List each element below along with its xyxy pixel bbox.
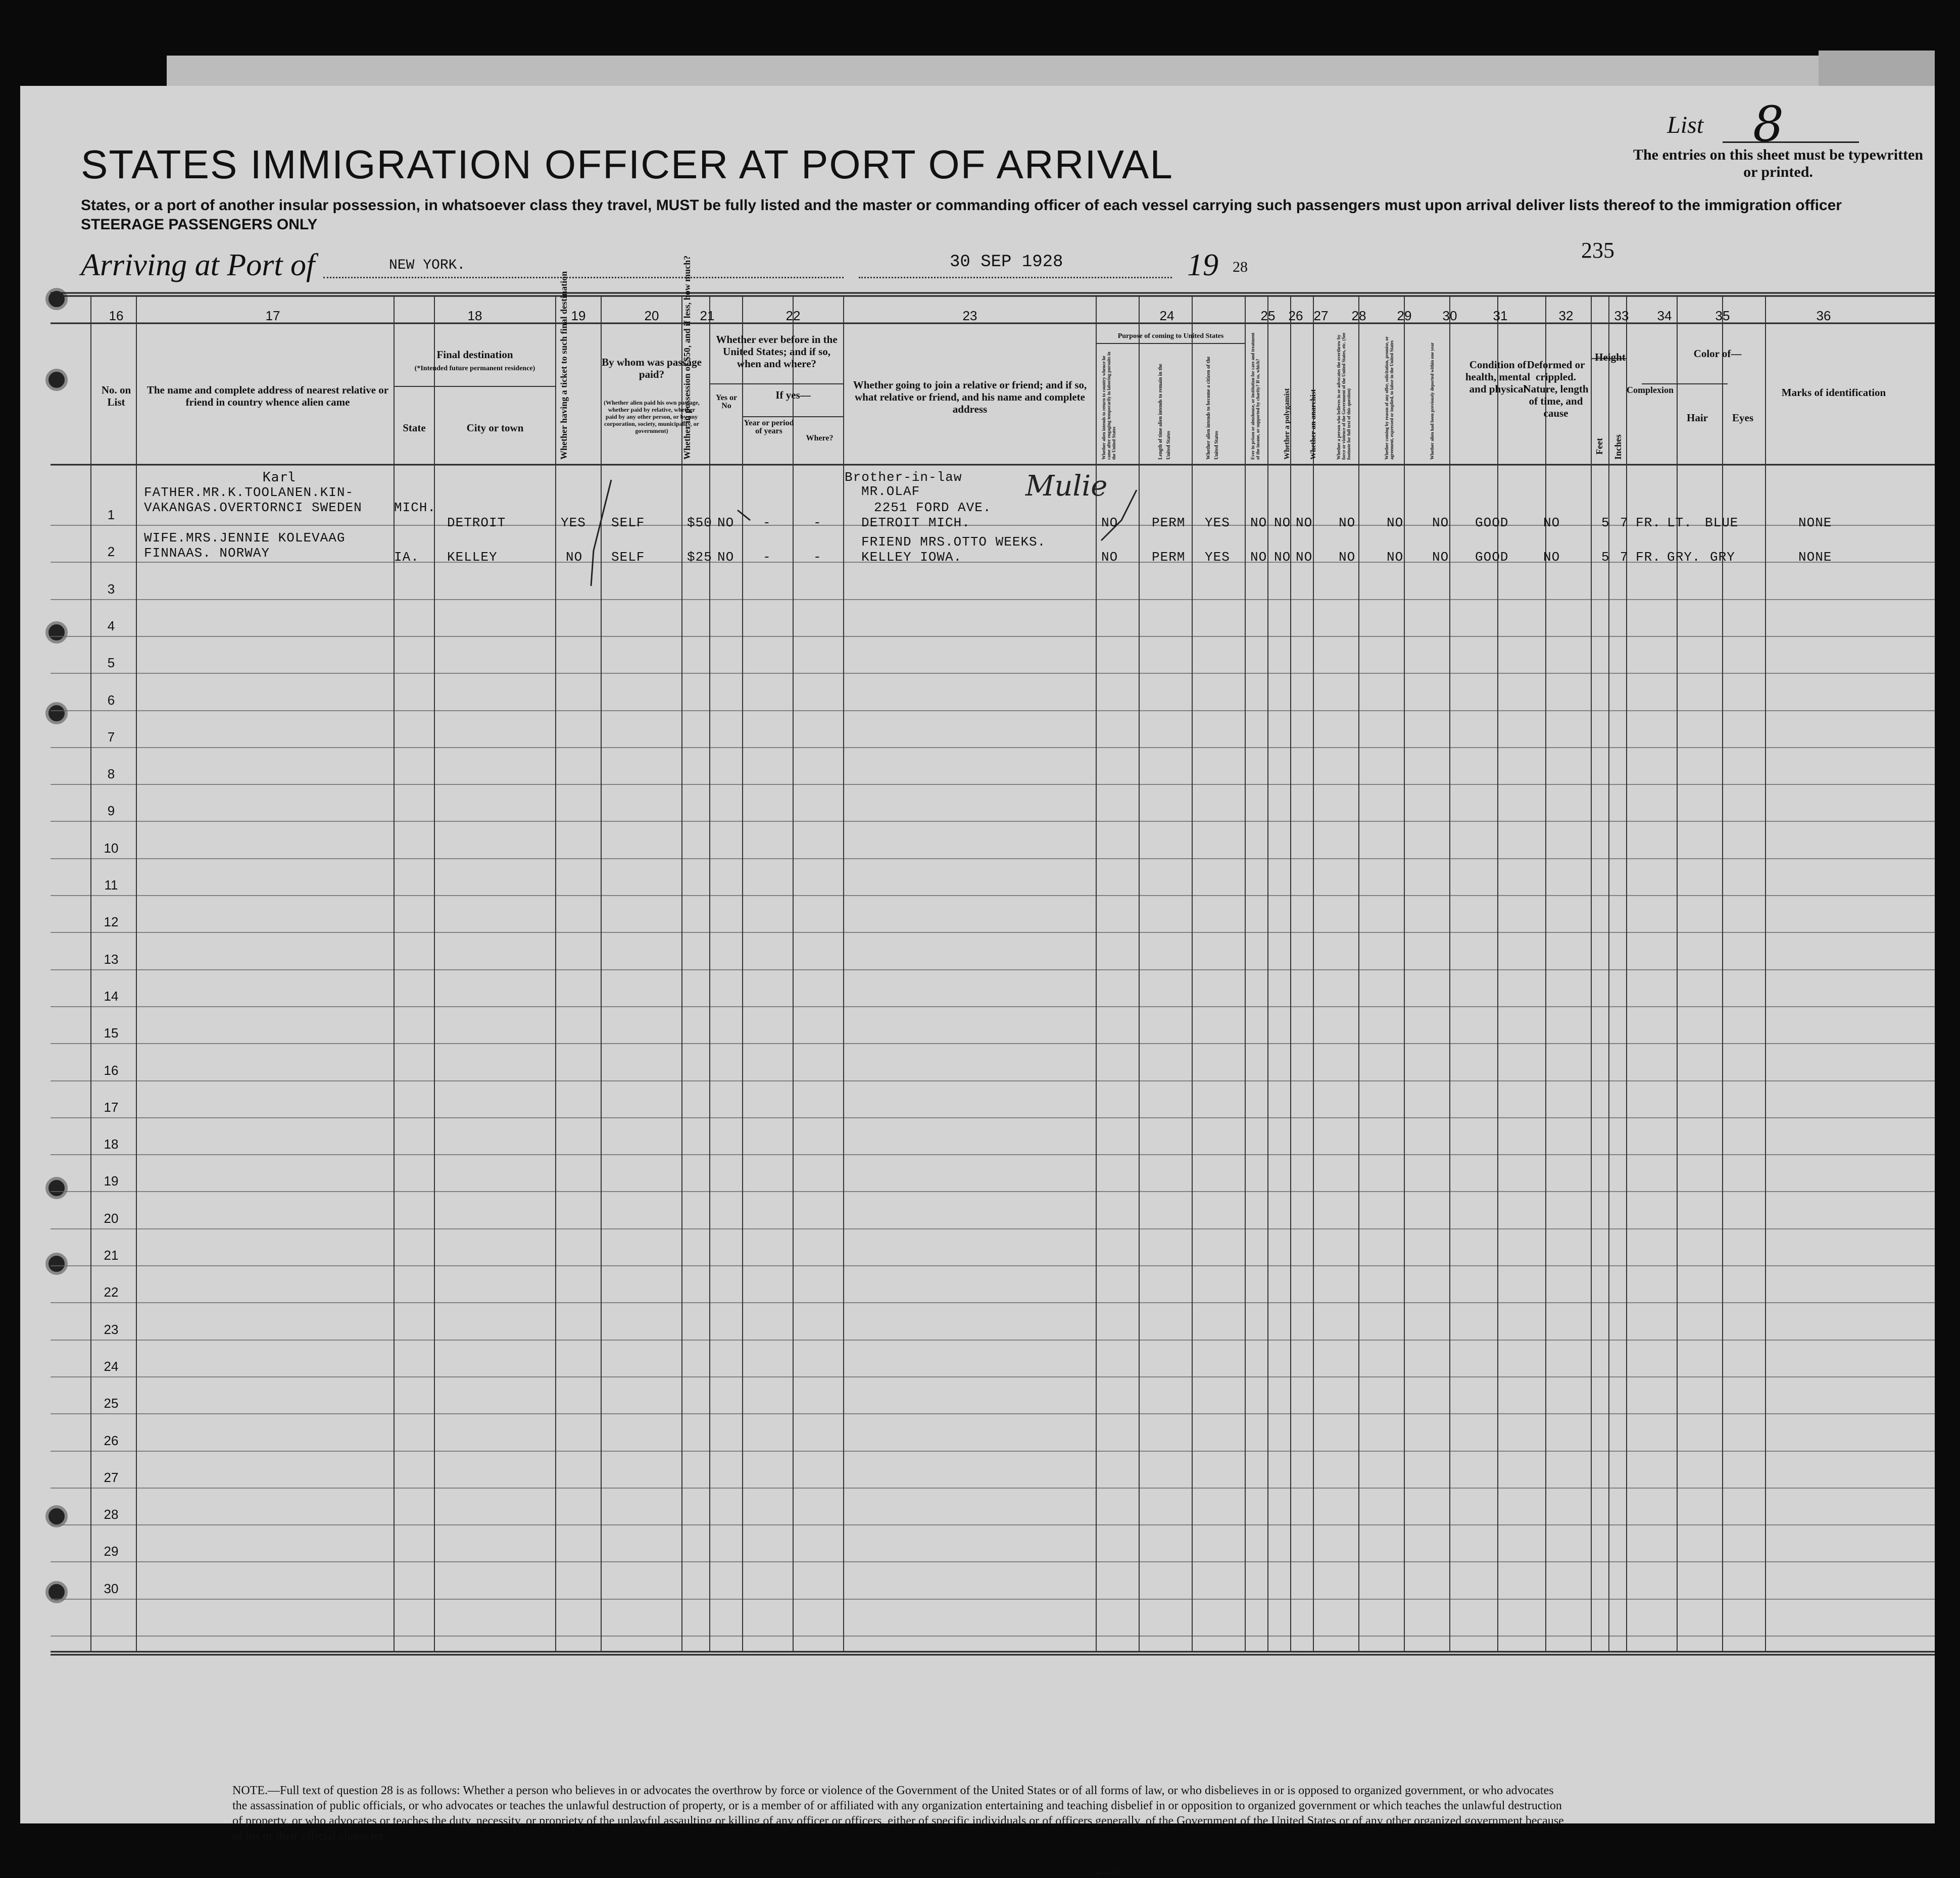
header-marks: Marks of identification xyxy=(1781,386,1886,399)
row2-length: PERM xyxy=(1152,550,1186,565)
row1-anarchist: NO xyxy=(1296,515,1313,530)
handwritten-checkmarks xyxy=(20,86,1935,591)
row1-money: $50 xyxy=(687,515,712,530)
header-height: Height xyxy=(1595,351,1626,363)
row-number: 29 xyxy=(104,1544,119,1559)
header-eyes: Eyes xyxy=(1732,412,1753,424)
row2-hair: GRY. xyxy=(1667,550,1701,565)
row2-ticket: NO xyxy=(566,550,583,565)
header-purpose-return: Whether alien intends to return to country whence he came after engaging temporarily in laboring pursuits in the United States xyxy=(1101,352,1116,460)
row-number: 23 xyxy=(104,1322,119,1337)
header-prison: Ever in prison or almshouse, or institution for care and treatment of the insane, or supported by charity? If so, which? xyxy=(1250,332,1260,460)
header-ticket: Whether having a ticket to such final destination xyxy=(559,271,569,460)
header-purpose-length: Length of time alien intends to remain in the United States xyxy=(1158,364,1171,460)
row1-q29: NO xyxy=(1387,515,1404,530)
row-number: 15 xyxy=(104,1025,119,1041)
row2-city: KELLEY xyxy=(447,550,498,565)
header-relative-home: The name and complete address of nearest relative or friend in country whence alien came xyxy=(146,384,389,408)
row1-deformed: NO xyxy=(1543,515,1560,530)
row2-health: GOOD xyxy=(1475,550,1509,565)
row2-join-line1: FRIEND MRS.OTTO WEEKS. xyxy=(861,534,1046,550)
header-inches: Inches xyxy=(1613,434,1623,460)
column-number: 17 xyxy=(265,308,280,323)
row1-return-temp: NO xyxy=(1101,515,1118,530)
header-year-period: Year or period of years xyxy=(744,419,794,435)
row2-join-line2: KELLEY IOWA. xyxy=(861,550,962,565)
column-number: 30 xyxy=(1442,308,1457,323)
header-question-28: Whether a person who believes in or advocates the overthrow by force or violence of the Government of the United States, etc. (See footnote for full text of this question) xyxy=(1336,332,1351,460)
row2-relative-line2: FINNAAS. NORWAY xyxy=(144,546,270,561)
header-complexion: Complexion xyxy=(1627,385,1674,395)
row-number: 25 xyxy=(104,1396,119,1411)
row1-join-line1: MR.OLAF xyxy=(861,484,920,499)
manifest-sheet xyxy=(20,86,1935,1877)
column-number: 24 xyxy=(1159,308,1174,323)
page-title: STATES IMMIGRATION OFFICER AT PORT OF ARRIVAL xyxy=(81,142,1173,187)
row1-ticket: YES xyxy=(561,515,586,530)
row2-polygamist: NO xyxy=(1274,550,1291,565)
header-city: City or town xyxy=(466,422,524,434)
row1-eyes: BLUE xyxy=(1705,515,1739,530)
row-number: 12 xyxy=(104,914,119,929)
row-number: 3 xyxy=(107,581,115,597)
column-number: 35 xyxy=(1715,308,1730,323)
header-passage-paid: By whom was passage paid? xyxy=(602,356,702,380)
column-number: 34 xyxy=(1657,308,1672,323)
row2-anarchist: NO xyxy=(1296,550,1313,565)
header-money: Whether in possession of $50, and if less, how much? xyxy=(682,255,692,460)
column-number: 33 xyxy=(1614,308,1629,323)
row-number: 5 xyxy=(107,655,115,670)
header-if-yes: If yes— xyxy=(775,389,811,401)
row1-prison: NO xyxy=(1250,515,1267,530)
row2-relative-line1: WIFE.MRS.JENNIE KOLEVAAG xyxy=(144,530,346,546)
header-purpose: Purpose of coming to United States xyxy=(1117,332,1224,340)
row-number: 13 xyxy=(104,952,119,967)
row1-health: GOOD xyxy=(1475,515,1509,530)
header-join-relative: Whether going to join a relative or friend; and if so, what relative or friend, and his name and complete address xyxy=(853,379,1087,415)
row-number: 8 xyxy=(107,766,115,781)
header-state: State xyxy=(403,422,426,434)
row-number: 19 xyxy=(104,1173,119,1189)
year-suffix: 28 xyxy=(1233,259,1248,275)
column-number: 21 xyxy=(700,308,715,323)
row-number: 2 xyxy=(107,544,115,559)
row1-city: DETROIT xyxy=(447,515,506,530)
form-number: 14—430 xyxy=(1091,1869,1119,1877)
row1-feet: 5 xyxy=(1601,515,1610,530)
row-number: 4 xyxy=(107,618,115,633)
row1-complexion: FR. xyxy=(1636,515,1661,530)
row1-before: NO xyxy=(717,515,734,530)
column-number: 31 xyxy=(1493,308,1508,323)
row1-marks: NONE xyxy=(1798,515,1832,530)
column-number: 20 xyxy=(644,308,659,323)
column-number: 23 xyxy=(962,308,977,323)
row1-before-year: - xyxy=(763,515,771,530)
row1-state: MICH. xyxy=(394,500,436,515)
header-before-us: Whether ever before in the United States; and if so, when and where? xyxy=(716,333,838,370)
header-anarchist: Whether an anarchist xyxy=(1309,389,1317,460)
row-number: 26 xyxy=(104,1433,119,1448)
header-feet: Feet xyxy=(1594,438,1604,455)
row1-paid-by: SELF xyxy=(611,515,645,530)
column-number: 19 xyxy=(571,308,586,323)
column-number: 29 xyxy=(1397,308,1412,323)
row2-q29: NO xyxy=(1387,550,1404,565)
row-number: 10 xyxy=(104,841,119,856)
row2-money: $25 xyxy=(687,550,712,565)
list-number: 8 xyxy=(1753,96,1784,153)
row-number: 18 xyxy=(104,1136,119,1152)
row2-citizen: YES xyxy=(1205,550,1230,565)
footer-note: NOTE.—Full text of question 28 is as follows: Whether a person who believes in or advocates the overthrow by force or violence of the Government of the United States or of all forms of law, or who disbelieves in or is opposed to organized government, or who advocates the assassination of public officials, or who advocates or teaches the unlawful destruction of property, or is a member of or affiliated with any organization entertaining and teaching disbelief in or opposition to organized government or which teaches the unlawful destruction of property, or who advocates or teaches the duty, necessity, or propriety of the unlawful assaulting or killing of any officer or officers, either of specific individuals or of officers generally, of the Government of the United States or of any other organized government because of his or their official character. xyxy=(232,1784,1564,1843)
year-prefix: 19 xyxy=(1187,248,1218,282)
row-number: 11 xyxy=(104,877,118,893)
header-final-destination-note: (*Intended future permanent residence) xyxy=(414,365,535,372)
row-number: 30 xyxy=(104,1581,119,1596)
header-final-destination: Final destination xyxy=(436,349,513,361)
column-number: 16 xyxy=(109,308,124,323)
column-number: 28 xyxy=(1351,308,1366,323)
column-number: 32 xyxy=(1558,308,1574,323)
header-deformed: Deformed or crippled. Nature, length of time, and cause xyxy=(1523,359,1589,419)
row2-inches: 7 xyxy=(1620,550,1629,565)
column-number: 27 xyxy=(1313,308,1329,323)
row1-polygamist: NO xyxy=(1274,515,1291,530)
row1-hair: LT. xyxy=(1667,515,1692,530)
header-passage-paid-note: (Whether alien paid his own passage, whether paid by relative, whether paid by any other person, or by any corporation, society, municipality, or government) xyxy=(604,399,700,434)
row1-length: PERM xyxy=(1152,515,1186,530)
row2-complexion: FR. xyxy=(1636,550,1661,565)
row-number: 21 xyxy=(104,1248,119,1263)
row1-q28: NO xyxy=(1339,515,1356,530)
notice-line-1: States, or a port of another insular possession, in whatsoever class they travel, MUST be fully listed and the master or commanding officer of each vessel carrying such passengers must upon arrival deliver lists thereof to the immigration officer xyxy=(81,197,1842,214)
row2-paid-by: SELF xyxy=(611,550,645,565)
row2-state: IA. xyxy=(394,550,419,565)
row1-citizen: YES xyxy=(1205,515,1230,530)
arriving-label: Arriving at Port of xyxy=(81,248,315,282)
row1-relative-line2: VAKANGAS.OVERTORNCI SWEDEN xyxy=(144,500,362,515)
header-no-on-list: No. on List xyxy=(101,384,131,408)
column-number: 22 xyxy=(786,308,801,323)
row2-deformed: NO xyxy=(1543,550,1560,565)
port-value: NEW YORK. xyxy=(389,258,466,273)
row-number: 1 xyxy=(107,507,115,522)
row1-relative-line1: FATHER.MR.K.TOOLANEN.KIN- xyxy=(144,485,354,500)
row1-join-line3: DETROIT MICH. xyxy=(861,515,970,530)
column-number: 25 xyxy=(1260,308,1276,323)
header-hair: Hair xyxy=(1687,412,1708,424)
row-number: 16 xyxy=(104,1063,119,1078)
row1-join-line0: Brother-in-law xyxy=(845,470,962,485)
row2-before: NO xyxy=(717,550,734,565)
row2-q28: NO xyxy=(1339,550,1356,565)
row-number: 27 xyxy=(104,1470,119,1485)
header-question-29: Whether coming by reason of any offer, solicitation, promise, or agreement, expressed or implied, to labor in the United States xyxy=(1384,336,1394,460)
header-yes-no: Yes or No xyxy=(715,393,738,410)
row-number: 7 xyxy=(107,729,115,745)
row-number: 14 xyxy=(104,989,119,1004)
header-color-of: Color of— xyxy=(1693,348,1742,360)
row1-inches: 7 xyxy=(1620,515,1629,530)
serial-number: 235 xyxy=(1581,238,1614,263)
column-number: 18 xyxy=(467,308,482,323)
header-where: Where? xyxy=(806,434,834,442)
column-number: 36 xyxy=(1816,308,1831,323)
row-number: 28 xyxy=(104,1507,119,1522)
back-page-edge xyxy=(167,56,1884,86)
handwritten-signature: Mulie xyxy=(1025,470,1108,503)
column-number: 26 xyxy=(1288,308,1303,323)
header-question-30: Whether alien had been previously deported within one year xyxy=(1430,342,1435,460)
row-number: 24 xyxy=(104,1359,119,1374)
row1-relative-note: Karl xyxy=(263,470,297,485)
notice-line-2: STEERAGE PASSENGERS ONLY xyxy=(81,216,318,233)
row-number: 22 xyxy=(104,1284,119,1300)
row2-prison: NO xyxy=(1250,550,1267,565)
row-number: 9 xyxy=(107,803,115,818)
typewritten-instruction: The entries on this sheet must be typewritten or printed. xyxy=(1633,146,1924,180)
row-number: 20 xyxy=(104,1211,119,1226)
row2-q30: NO xyxy=(1432,550,1449,565)
header-purpose-citizen: Whether alien intends to become a citizen of the United States xyxy=(1206,356,1219,460)
header-health: Condition of health, mental and physical xyxy=(1465,359,1531,395)
header-polygamist: Whether a polygamist xyxy=(1283,388,1291,460)
arrival-date: 30 SEP 1928 xyxy=(950,253,1063,272)
row2-marks: NONE xyxy=(1798,550,1832,565)
row1-join-line2: 2251 FORD AVE. xyxy=(874,500,992,515)
row2-return-temp: NO xyxy=(1101,550,1118,565)
row-number: 6 xyxy=(107,693,115,708)
row1-q30: NO xyxy=(1432,515,1449,530)
row2-feet: 5 xyxy=(1601,550,1610,565)
list-label: List xyxy=(1667,112,1704,138)
row-number: 17 xyxy=(104,1100,119,1115)
row1-before-where: - xyxy=(813,515,822,530)
row2-before-year: - xyxy=(763,550,771,565)
row2-eyes: GRY xyxy=(1710,550,1735,565)
row2-before-where: - xyxy=(813,550,822,565)
